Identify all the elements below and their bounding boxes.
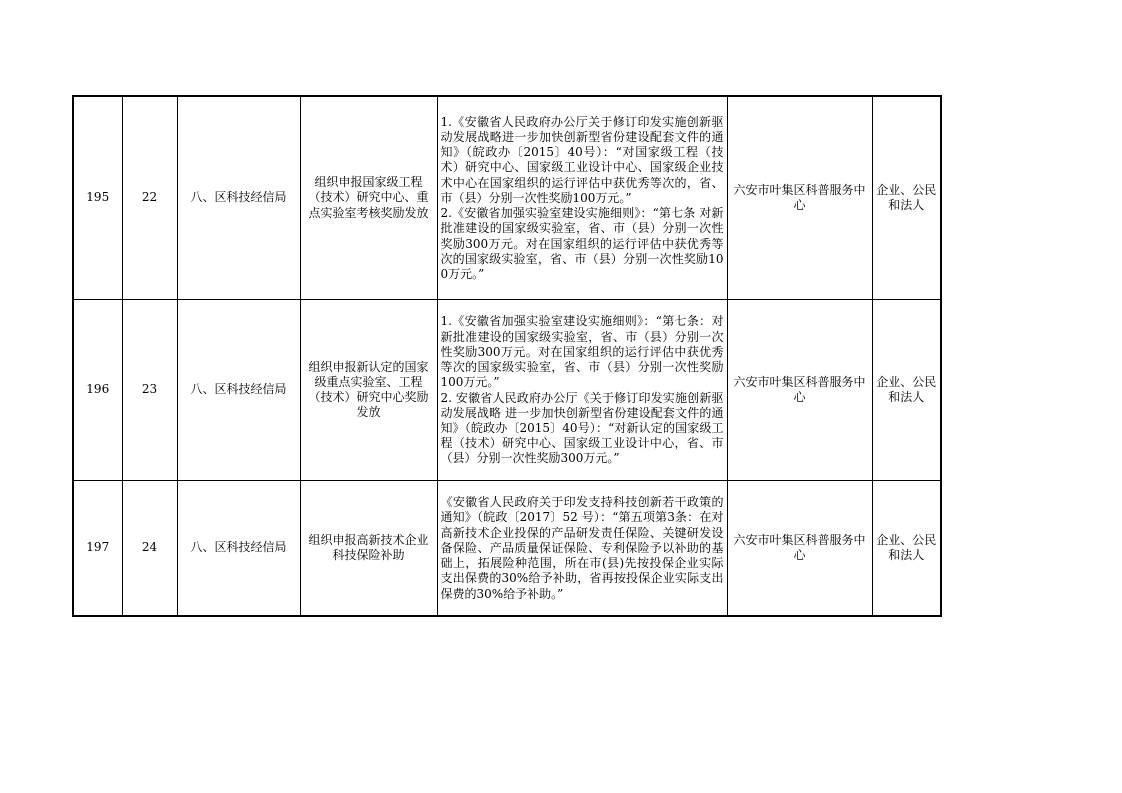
index-cell: 195	[73, 96, 122, 300]
agency-cell: 六安市叶集区科普服务中心	[727, 300, 872, 481]
sub-index-cell: 24	[122, 481, 177, 617]
item-cell: 组织申报新认定的国家级重点实验室、工程（技术）研究中心奖励发放	[300, 300, 437, 481]
basis-cell	[437, 300, 727, 481]
target-cell: 企业、公民和法人	[872, 481, 941, 617]
basis-cell	[437, 481, 727, 617]
table-row	[73, 300, 941, 481]
item-cell: 组织申报高新技术企业科技保险补助	[300, 481, 437, 617]
basis-text: 1.《安徽省加强实验室建设实施细则》：“第七条：对新批准建设的国家级实验室，省、市（县）分别一次性奖励300万元。对在国家组织的运行评估中获优秀等次的国家级实验室，省、市（县）分别一次性奖励100万元。” 2. 安徽省人民政府办公厅《关于修订印发实施创新驱动发展战略 进一步加快创新型省份建设配套文件的通知》（皖政办〔2015〕40号）：“对新认定的国家级工程（技术）研究中心、国家级工业设计中心，省、市（县）分别一次性奖励300万元。”	[440, 314, 724, 466]
item-cell: 组织申报国家级工程（技术）研究中心、重点实验室考核奖励发放	[300, 96, 437, 300]
department-cell: 八、区科技经信局	[177, 481, 300, 617]
department-cell: 八、区科技经信局	[177, 300, 300, 481]
basis-text: 1.《安徽省人民政府办公厅关于修订印发实施创新驱动发展战略进一步加快创新型省份建设配套文件的通知》（皖政办〔2015〕40号）：“对国家级工程（技术）研究中心、国家级工业设计中心、国家级企业技术中心在国家组织的运行评估中获优秀等次的，省、市（县）分别一次性奖励100万元。” 2.《安徽省加强实验室建设实施细则》：“第七条 对新批准建设的国家级实验室，省、市（县）分别一次性奖励300万元。对在国家组织的运行评估中获优秀等次的国家级实验室，省、市（县）分别一次性奖励100万元。”	[440, 114, 724, 281]
target-cell: 企业、公民和法人	[872, 300, 941, 481]
basis-cell	[437, 96, 727, 300]
department-cell: 八、区科技经信局	[177, 96, 300, 300]
index-cell: 196	[73, 300, 122, 481]
agency-cell: 六安市叶集区科普服务中心	[727, 481, 872, 617]
sub-index-cell: 23	[122, 300, 177, 481]
data-table	[72, 95, 942, 617]
agency-cell: 六安市叶集区科普服务中心	[727, 96, 872, 300]
index-cell: 197	[73, 481, 122, 617]
table-row	[73, 96, 941, 300]
basis-text: 《安徽省人民政府关于印发支持科技创新若干政策的通知》（皖政〔2017〕52 号）：“第五项第3条：在对高新技术企业投保的产品研发责任保险、关键研发设备保险、产品质量保证保险、专利保险予以补助的基础上，拓展险种范围，所在市(县)先按投保企业实际支出保费的30%给予补助，省再按投保企业实际支出保费的30%给予补助。”	[440, 495, 724, 601]
sub-index-cell: 22	[122, 96, 177, 300]
table-row	[73, 481, 941, 617]
target-cell: 企业、公民和法人	[872, 96, 941, 300]
